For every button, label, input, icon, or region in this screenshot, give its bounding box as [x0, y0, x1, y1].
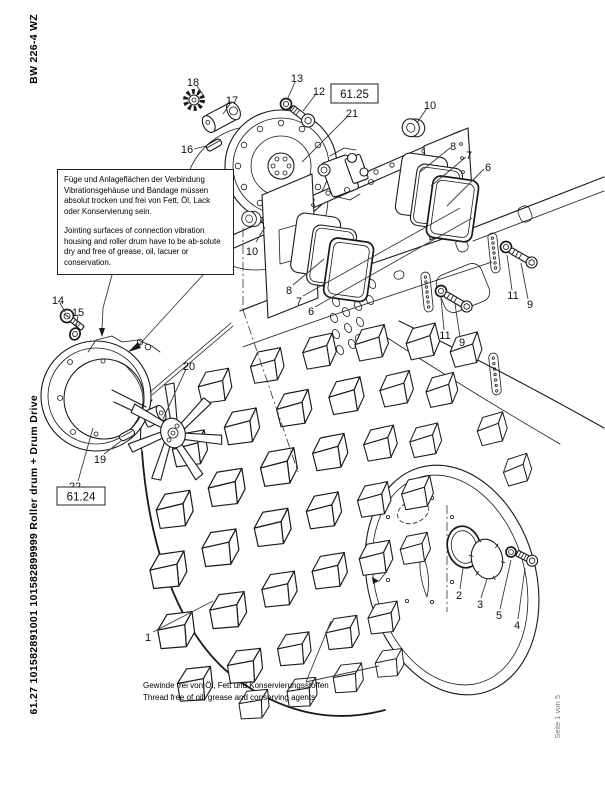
callout-11-lower: 11: [439, 330, 451, 342]
callout-8-right: 8: [449, 141, 457, 153]
callout-7-mid: 7: [295, 296, 303, 308]
callout-19: 19: [93, 454, 107, 466]
callout-10-upper: 10: [423, 100, 437, 112]
note-english: Jointing surfaces of connection vibration housing and roller drum have to be ab-solute dry and free of grease, oil, lacuer or conservation.: [64, 226, 221, 267]
slot-strip: [488, 353, 501, 396]
slot-strip: [487, 233, 500, 274]
vibration-housing-22: [41, 336, 160, 451]
gear-part-18: [186, 92, 203, 109]
model-code-vertical: BW 226-4 WZ: [28, 14, 40, 84]
ref-box-61-24: [57, 487, 105, 505]
washer-part-13: [281, 99, 292, 110]
callout-20: 20: [182, 361, 196, 373]
callout-10-left: 10: [245, 246, 259, 258]
thread-note-german: Gewinde frei von Öl, Fett und Konservierungsstoffen: [143, 681, 329, 690]
callout-17: 17: [225, 95, 239, 107]
callout-9-upper: 9: [526, 299, 534, 311]
callout-4: 4: [513, 620, 521, 632]
center-line: [243, 310, 298, 472]
ref-box-61-25: [331, 84, 378, 103]
thread-note: [143, 680, 329, 703]
callout-6-mid: 6: [307, 306, 315, 318]
washer-part-5: [506, 547, 516, 557]
chapter-title-vertical: 61.27 101582891001 101582899999 Roller drum + Drum Drive: [28, 395, 40, 715]
pin-part-16: [205, 138, 222, 152]
bushing-part-10-upper: [400, 115, 428, 141]
callout-21: 21: [345, 108, 359, 120]
washer-11-screw-9-upper: [501, 242, 540, 271]
callout-11-upper: 11: [507, 290, 519, 302]
callout-9-lower: 9: [458, 337, 466, 349]
callout-14: 14: [51, 295, 65, 307]
callout-18: 18: [186, 77, 200, 89]
page-number-vertical: Seite 1 von 5: [553, 695, 562, 739]
callout-5: 5: [495, 610, 503, 622]
callout-12: 12: [312, 86, 326, 98]
callout-6-right: 6: [484, 162, 492, 174]
callout-13: 13: [290, 73, 304, 85]
ref-box-61-24-label: 61.24: [66, 491, 96, 504]
ref-box-61-25-label: 61.25: [340, 89, 369, 101]
connection-surfaces-note: [57, 169, 234, 275]
callout-15: 15: [71, 307, 85, 319]
note-german: Füge und Anlageflächen der Verbindung Vibrationsgehäuse und Bandage müssen absolut trocken und frei von Fett, Öl, Lack oder Konservierung sein.: [64, 175, 211, 216]
callout-2: 2: [455, 590, 463, 602]
roller-drum: [140, 228, 565, 720]
callout-16: 16: [180, 144, 194, 156]
callout-7-right: 7: [465, 150, 473, 162]
slot-strip: [420, 272, 433, 313]
thread-note-english: Thread free of oil, grease and conserving agents: [143, 692, 316, 702]
callout-8-mid: 8: [285, 285, 293, 297]
callout-3: 3: [476, 599, 484, 611]
callout-1: 1: [144, 632, 152, 644]
